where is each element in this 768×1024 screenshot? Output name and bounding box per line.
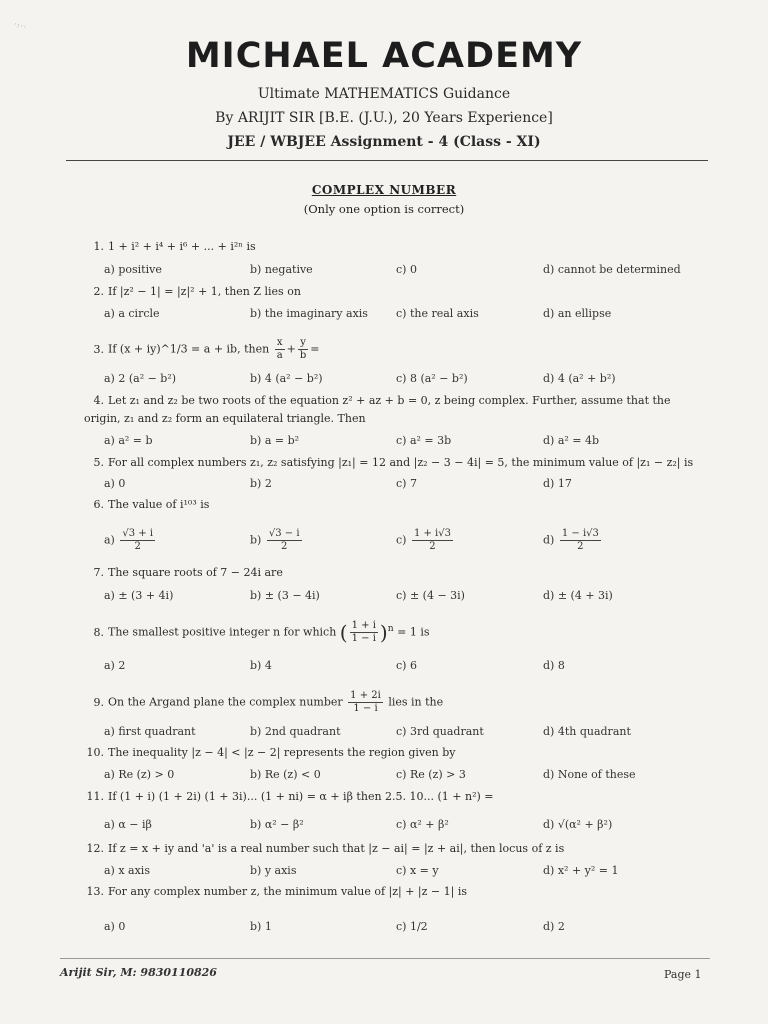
footer-divider [60,958,710,959]
option-a: a) $\frac{√3 + i}{2}$ [104,528,154,552]
question-text: The value of i¹⁰³ is [108,498,210,511]
option-a: a) positive [104,263,162,276]
instruction-note: (Only one option is correct) [303,202,465,216]
option-c: c) 6 [396,659,417,672]
question-text: For any complex number z, the minimum value of |z| + |z − 1| is [108,885,468,898]
question-9: 9. On the Argand plane the complex number $\frac{1 + 2i}{1 - i}$ lies in the [84,690,443,715]
option-d: d) 8 [543,659,565,672]
option-c: c) α² + β² [396,818,449,831]
option-c: c) the real axis [396,307,479,320]
fraction-x-a: $\frac{x}{a}$ [276,337,283,361]
option-d: d) None of these [543,768,636,781]
question-text: The smallest positive integer n for which [108,625,337,639]
assignment-line: JEE / WBJEE Assignment - 4 (Class - XI) [227,134,541,150]
option-c: c) 7 [396,477,417,490]
option-a: a) 2 (a² − b²) [104,372,177,385]
question-number: 2. [93,285,104,298]
question-text: If z = x + iy and 'a' is a real number such that |z − ai| = |z + ai|, then locus of z is [108,842,565,855]
question-number: 1. [93,240,104,253]
option-b: b) 2 [250,477,272,490]
option-a: a) 0 [104,477,126,490]
option-d: d) 4 (a² + b²) [543,372,616,385]
option-b: b) α² − β² [250,818,304,831]
question-5 [84,456,693,469]
question-13 [84,885,467,898]
option-b: b) Re (z) < 0 [250,768,321,781]
option-d: d) x² + y² = 1 [543,864,619,877]
question-text: If (1 + i) (1 + 2i) (1 + 3i)... (1 + ni) = α + iβ then 2.5. 10... (1 + n²) = [108,790,494,803]
question-text: If |z² − 1| = |z|² + 1, then Z lies on [108,285,301,298]
option-b: b) negative [250,263,313,276]
question-7 [84,566,283,579]
option-a: a) α − iβ [104,818,152,831]
question-text: The inequality |z − 4| < |z − 2| represents the region given by [108,746,456,759]
question-number: 11. [86,790,104,803]
option-b: b) y axis [250,864,297,877]
option-c: c) 3rd quadrant [396,725,484,738]
question-text: If (x + iy)^1/3 = a + ib, then [108,342,270,356]
option-b: b) the imaginary axis [250,307,368,320]
option-a: a) a circle [104,307,160,320]
question-number: 3. [93,342,104,356]
header-divider [66,160,708,161]
question-8: 8. The smallest positive integer n for which ( $\frac{1 + i}{1 - i}$ )$^n$ = 1 is [84,620,430,645]
question-number: 7. [93,566,104,579]
question-12 [84,842,564,855]
question-11 [84,790,494,803]
topic-heading: COMPLEX NUMBER [311,183,457,197]
option-d: d) 4th quadrant [543,725,631,738]
question-number: 6. [93,498,104,511]
option-b: b) 2nd quadrant [250,725,341,738]
option-c: c) Re (z) > 3 [396,768,466,781]
option-a: a) a² = b [104,434,153,447]
question-number: 10. [86,746,104,759]
fraction-y-b: $\frac{y}{b}$ [299,337,307,361]
fraction-1pi-1mi: $\frac{1 + i}{1 - i}$ [351,620,376,644]
option-b: b) 4 [250,659,272,672]
option-a: a) x axis [104,864,150,877]
option-a: a) first quadrant [104,725,196,738]
question-text: On the Argand plane the complex number [108,695,343,709]
question-number: 5. [93,456,104,469]
guidance-line: Ultimate MATHEMATICS Guidance [257,86,511,102]
question-6 [84,498,209,511]
option-b: b) a = b² [250,434,300,447]
option-d: d) $\frac{1 - i√3}{2}$ [543,528,599,552]
option-c: c) a² = 3b [396,434,452,447]
option-d: d) cannot be determined [543,263,681,276]
option-a: a) 2 [104,659,126,672]
academy-title: MICHAEL ACADEMY [185,36,583,76]
option-d: d) √(α² + β²) [543,818,613,831]
option-c: c) x = y [396,864,439,877]
footer-contact: Arijit Sir, M: 9830110826 [60,966,217,979]
scan-mark: ·:·· [13,20,28,32]
question-3: 3. If (x + iy)^1/3 = a + ib, then $\frac{x}{a}$ + $\frac{y}{b}$ = [84,337,320,362]
question-number: 12. [86,842,104,855]
question-number: 9. [93,695,104,709]
question-10 [84,746,455,759]
option-b: b) 4 (a² − b²) [250,372,323,385]
option-c: c) 8 (a² − b²) [396,372,468,385]
question-number: 8. [93,625,104,639]
option-a: a) ± (3 + 4i) [104,589,174,602]
option-b: b) 1 [250,920,272,933]
option-c: c) $\frac{1 + i√3}{2}$ [396,528,451,552]
question-4 [84,392,709,428]
option-d: d) an ellipse [543,307,612,320]
option-d: d) 2 [543,920,565,933]
question-2 [84,285,301,298]
question-number: 4. [93,394,104,407]
question-text: Let z₁ and z₂ be two roots of the equation z² + az + b = 0, z being complex. Further, assume that the origin, z₁ and z₂ form an equilateral triangle. Then [84,394,671,425]
question-text: For all complex numbers z₁, z₂ satisfying |z₁| = 12 and |z₂ − 3 − 4i| = 5, the minimum value of |z₁ − z₂| is [108,456,694,469]
option-d: d) a² = 4b [543,434,600,447]
page-number: Page 1 [664,968,702,981]
option-a: a) Re (z) > 0 [104,768,175,781]
fraction-1p2i-1mi: $\frac{1 + 2i}{1 - i}$ [350,690,381,714]
option-d: d) 17 [543,477,572,490]
question-text: The square roots of 7 − 24i are [108,566,283,579]
option-c: c) 1/2 [396,920,428,933]
question-text: 1 + i² + i⁴ + i⁶ + ... + i²ⁿ is [108,240,256,253]
option-b: b) ± (3 − 4i) [250,589,320,602]
option-d: d) ± (4 + 3i) [543,589,613,602]
option-c: c) 0 [396,263,417,276]
option-c: c) ± (4 − 3i) [396,589,465,602]
question-number: 13. [86,885,104,898]
option-b: b) $\frac{√3 - i}{2}$ [250,528,300,552]
question-1 [84,240,256,253]
option-a: a) 0 [104,920,126,933]
author-line: By ARIJIT SIR [B.E. (J.U.), 20 Years Experience] [215,110,553,126]
